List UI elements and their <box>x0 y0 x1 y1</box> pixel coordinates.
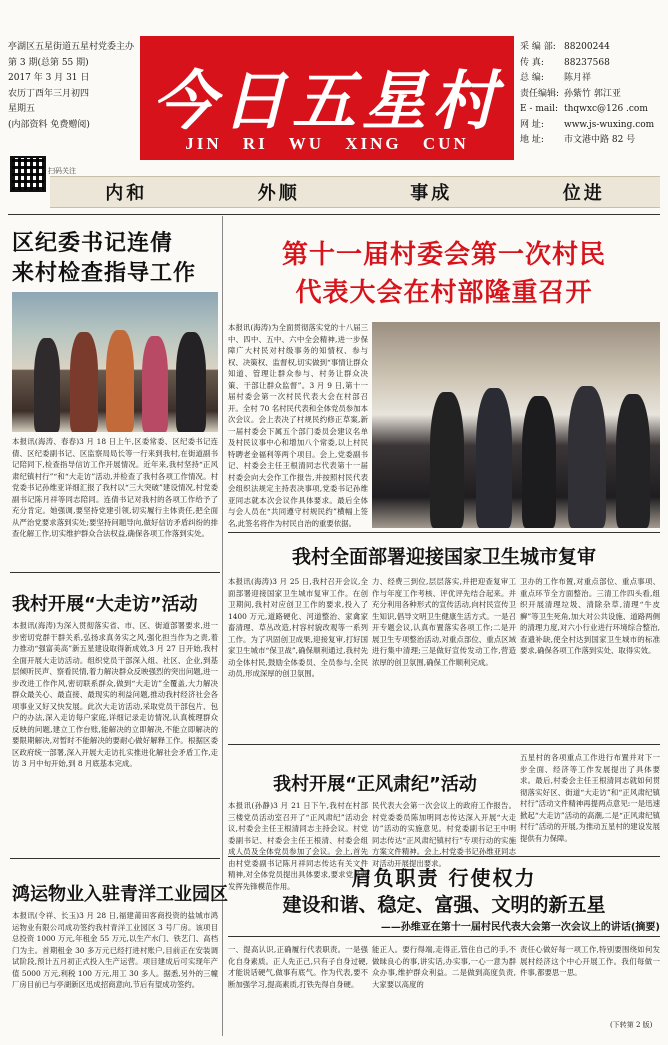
article-5-headline: 我村开展“正风肃纪”活动 <box>273 774 477 795</box>
divider <box>10 572 220 573</box>
continued-notice[interactable]: (下转第 2 版) <box>610 1021 653 1029</box>
article-4-body: 本报讯(海涛)为深入贯彻落实省、市、区、街道部署要求,进一步密切党群干群关系,弘扬求真务实之风,强化担当作为之责,着力推动“强富美高”新五星建设取得新成效,3 月 27 日开始,我村全面开展大走访活动。组织党员干部深入组、社区、企业,到基层倾听民声、察看民情,着力解决群众反映强烈的突出问题,进一步改进工作作风,密切联系群众,做到“大走访”全覆盖,大力解决群众最关心、最直接、最现实的利益问题,推动我村经济社会各项事业又好又快发展。此次大走访活动,采取党员干部包片、包户的办法,深入走访每户家庭,详细记录走访情况,认真梳理群众反映的问题,建立工作台账,能解决的立即解决,不能立即解决的要限期解决,对暂时不能解决的要耐心做好解释工作。根据区委区政府统一部署,深入开展大走访扎实推进化解社会矛盾工作,走访 3 月中旬开始,到 8 月底基本完成。 <box>12 621 218 768</box>
contact-row: 责任编辑: 孙紫竹 郭江亚 <box>520 88 621 99</box>
article-5-body-col3: 五星村的各项重点工作进行布置并对下一步全面、经济等工作发展提出了具体要求。最后,村委会主任王根清同志就如何贯彻落实好区、街道“大走访”和“正风肃纪镇村行”活动文件精神再提两点意见:一是迅速掀起“大走访”活动的高潮,二是“正风肃纪镇村行”活动的开展,为推动五星村的建设发展提供有力保障。 <box>520 753 660 843</box>
divider <box>228 744 660 745</box>
qr-code-icon[interactable] <box>10 156 46 192</box>
article-1-body: 本报讯(海涛、春春)3 月 18 日上午,区委常委、区纪委书记连倩、区纪委副书记、区监察局局长等一行来到我村,在街道副书记陪同下,检查指导信访工作开展情况。近年来,我村坚持“正风肃纪镇村行”“和“大走访”活动,并检查了我村各项工作情况。村党委书记孙维亚详细汇报了我村以“三大突破”建设情况,村党委副书记陈月祥等同志陪同。连倩书记对我村的各项工作给予了充分肯定。她强调,要坚持党建引领,切实履行主体责任,把全面从严治党要求落到实处;要坚持问题导向,做好信访矛盾纠纷的排查化解工作,切实维护群众合法权益,确保各项工作落到实处。 <box>12 437 218 538</box>
contact-row: 地 址: 市文港中路 82 号 <box>520 135 636 145</box>
divider <box>228 532 660 533</box>
article-7-body-col1: 一、提高认识,正确履行代表职责。一是强化自身素质。正人先正己,只有子自身过硬,才能说话硬气,做事有底气。作为代表,要不断加强学习,提高素质,打铁先得自身硬。 <box>228 945 368 989</box>
newspaper-pinyin: JIN RI WU XING CUN <box>185 134 469 153</box>
lead-article-body: 本报讯(海涛)为全面贯彻落实党的十八届三中、四中、五中、六中全会精神,进一步保障广大村民对村级事务的知情权、参与权、决策权、监督权,切实做到“事情让群众知道、管理让群众参与、村务让群众决策、干部让群众监督”。3 月 9 日,第十一届村委会第一次村民代表大会在村部召开。全村 70 名村民代表和全体党员参加本次会议。会上表决了村规民约修正草案,新一届村委会下属五个部门委员会建议名单及村民议事中心和增加八个常委,以上村民特聘老金福利等两个项目。会上,党委副书记、村委会主任王根清同志代表第十一届村委会向大会作工作报告,并按照村民代表会组织法规定主持表决事项,党委书记孙维亚同志就本次会议作具体要求。最后全体与会人员在“共同遵守村规民约”横幅上签名,此签名将作为村民自治的重要依据。 <box>228 323 368 528</box>
qr-code-label: 扫码关注 <box>48 167 76 175</box>
article-4-headline: 我村开展“大走访”活动 <box>12 594 198 615</box>
article-1-headline-line2: 来村检查指导工作 <box>12 261 197 286</box>
issue-info <box>8 40 138 133</box>
contact-row: 传 真: 88237568 <box>520 57 610 68</box>
motto-item: 内和 <box>105 183 148 204</box>
contact-row: 总 编: 陈月祥 <box>520 73 592 83</box>
article-3-body-col3: 卫办的工作布置,对重点部位、重点事项、重点环节全方面整治。三清工作四头看,组织开展清理垃圾、清除杂草,清理“牛皮癣”等卫生死角,加大对公共设施、道路两侧的清理力度,对六小行业进行环境综合整治,查遗补缺,使全村达到国家卫生城市的标准要求,确保各项工作落到实处、取得实效。 <box>520 577 660 655</box>
issue-date: 2017 年 3 月 31 日 <box>8 73 90 83</box>
column-divider <box>222 216 223 1036</box>
lead-headline-line2: 代表大会在村部隆重召开 <box>295 278 593 308</box>
article-6-headline: 鸿运物业入驻青洋工业园区 <box>12 884 228 905</box>
motto-bar <box>50 176 660 208</box>
article-7-subheadline: ——孙维亚在第十一届村民代表大会第一次会议上的讲话(摘要) <box>380 922 660 933</box>
article-1-headline-line1: 区纪委书记连倩 <box>12 231 174 256</box>
divider <box>10 858 220 859</box>
article-3-headline: 我村全面部署迎接国家卫生城市复审 <box>291 546 596 568</box>
article-7-headline-line1: 肩负职责 行使权力 <box>351 866 537 890</box>
contact-row: 网 址: www.js-wuxing.com <box>520 119 655 130</box>
article-7-body-col2: 能正人。要行得端,走得正,管住自己的手,不做昧良心的事,讲实话,办实事,一心一意为群众办事,维护群众利益。二是做到高度负责,大家要以高度的 <box>372 945 516 989</box>
issue-number: 第 3 期(总第 55 期) <box>8 57 89 68</box>
motto-item: 事成 <box>410 183 453 204</box>
article-7-headline-line2: 建设和谐、稳定、富强、文明的新五星 <box>282 894 606 916</box>
article-5-body-col2: 民代表大会第一次会议上的政府工作报告。村党委委员陈加明同志传达深入开展“大走访”活动的实施意见。村党委副书记王中明同志传达“正风肃纪镇村行”专项行动的实施方案文件精神。会上,村党委书记孙维亚同志对活动开展提出要求。 <box>372 801 516 868</box>
article-3-body-col1: 本报讯(海涛)3 月 25 日,我村召开会议,全面部署迎接国家卫生城市复审工作。在创卫期间,我村对应创卫工作的要求,投入了 1400 万元,道路硬化、河道整治、家禽家畜清理、草丛改造,村容村貌改观等一系列工作。为了巩固创卫成果,迎接复审,打好国家卫生城市“保卫战”,确保顺利通过,我村先动全体村民,鼓励全体委员、全员参与,全民动员,形成深厚的创卫氛围。 <box>228 577 368 678</box>
contact-info <box>520 40 666 149</box>
lead-article-photo <box>372 322 660 528</box>
article-5-body-col1: 本报讯(孙静)3 月 21 日下午,我村在村部三楼党员活动室召开了“正风肃纪”活动会议,村委会主任王根清同志主持会议。村党委副书记、村委会主任王根清、村委会组成人员及全体党员参加了会议。会上,首先由村党委副书记陈月祥同志传达有关文件精神,对全体党员提出具体要求,要求党员要发挥先锋模范作用。 <box>228 801 368 891</box>
divider <box>228 856 660 857</box>
sponsor: 亭湖区五星街道五星村党委主办 <box>8 42 135 52</box>
distribution-note: (内部资料 免费赠阅) <box>8 119 90 130</box>
lunar-date: 农历丁酉年三月初四 <box>8 88 90 99</box>
article-1-photo <box>12 292 218 432</box>
contact-row: 采 编 部: 88200244 <box>520 42 610 52</box>
divider <box>8 214 660 215</box>
article-6-body: 本报讯(令祥、长玉)3 月 28 日,福建莆田客商投资的盐城市鸿运物业有限公司成功签约我村青洋工业园区 3 号厂房。该项目总投资 1000 万元,年租金 55 万元,以生产水门、铁艺门、高档门为主。首期租金 30 多万元已经打进村账户,目前正在安装调试阶段,预计五月初正式投入生产运营。项目建成后可实现年产值 5000 万元,利税 100 万元,用工 30 多人。据悉,另外的三幢厂房目前已与亭湖新区迅成招商意向,节后有望成功签约。 <box>12 911 218 989</box>
contact-row: E - mail: thqwxc@126 .com <box>520 104 648 114</box>
masthead-banner <box>140 36 514 160</box>
article-7-body-col3: 责任心做好每一项工作,特别要围绕如何发展村经济这个中心开展工作。我们每做一件事,都要思一思。 <box>520 945 660 977</box>
divider <box>228 936 660 937</box>
motto-item: 外顺 <box>257 183 300 204</box>
lead-headline-line1: 第十一届村委会第一次村民 <box>281 240 606 270</box>
article-3-body-col2: 力、经费三到位,层层落实,并把迎查复审工作与年度工作考核、评优评先结合起来。并充分利用各种形式的宣传活动,向村民宣传卫生知识,倡导文明卫生健康生活方式。一是召开专题会议,认真布置落实各项工作;二是开展卫生专项整治活动,对重点部位、重点区域进行集中清理;三是做好宣传发动工作,营造浓厚的创卫氛围,确保工作顺利完成。 <box>372 577 516 667</box>
weekday: 星期五 <box>8 104 36 114</box>
motto-item: 位进 <box>562 183 605 204</box>
newspaper-title: 今日五星村 <box>152 64 502 139</box>
